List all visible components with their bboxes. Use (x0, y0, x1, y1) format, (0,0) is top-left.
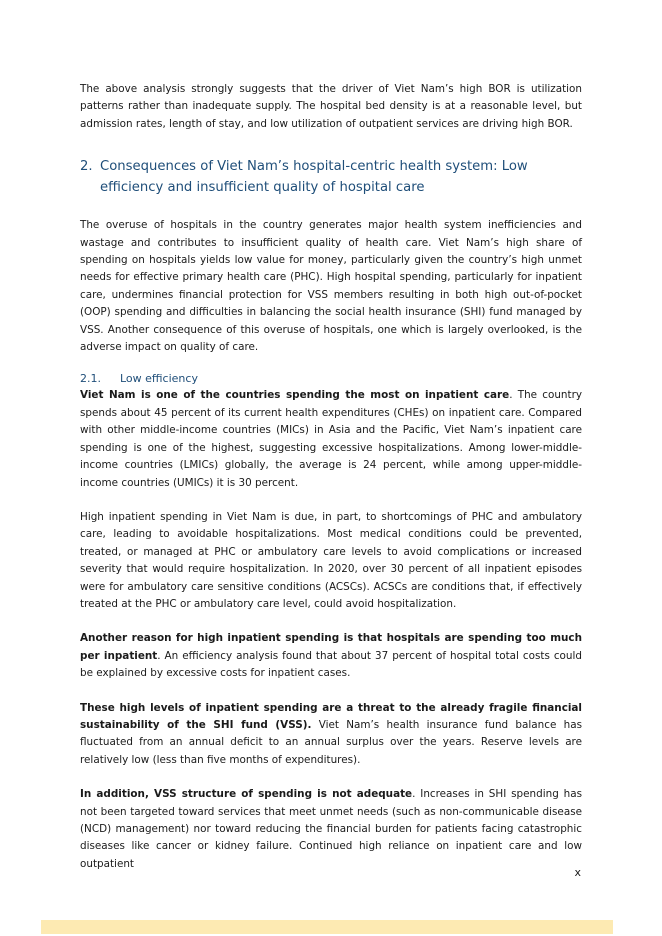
paragraph-body: High inpatient spending in Viet Nam is due, in part, to shortcomings of PHC and ambulatory care, leading to avoidable hospitalizations. Most medical conditions could be prevented, treated, or managed at PHC or ambulatory care levels to avoid complications or increased severity that would require hospitalization. In 2020, over 30 percent of all inpatient episodes were for ambulatory care sensitive conditions (ACSCs). ACSCs are conditions that, if effectively treated at the PHC or ambulatory care level, could avoid hospitalization. (80, 510, 582, 610)
paragraph-lead: In addition, VSS structure of spending is not adequate (80, 788, 413, 801)
section-title: Consequences of Viet Nam’s hospital-centric health system: Low efficiency and insufficient quality of hospital care (100, 159, 528, 196)
paragraph-lead: These high levels of inpatient spending are a threat to the already fragile financial sustainability of the SHI fund (VSS). (80, 701, 582, 731)
paragraph-body: . Increases in SHI spending has not been targeted toward services that meet unmet needs (such as non-communicable disease (NCD) management) nor toward reducing the financial burden for patients facing catastrophic diseases like cancer or kidney failure. Continued high reliance on inpatient care and low outpatient (80, 788, 582, 870)
page-number: x (574, 866, 581, 879)
footer-band (41, 920, 613, 934)
section-paragraph: The overuse of hospitals in the country generates major health system inefficiencies and wastage and contributes to insufficient quality of health care. Viet Nam’s high share of spending on hospitals yields low value for money, particularly given the country’s high unmet needs for effective primary health care (PHC). High hospital spending, particularly for inpatient care, undermines financial protection for VSS members resulting in both high out-of-pocket (OOP) spending and difficulties in balancing the social health insurance (SHI) fund managed by VSS. Another consequence of this overuse of hospitals, one which is largely overlooked, is the adverse impact on quality of care. (80, 219, 582, 354)
paragraph-body: . An efficiency analysis found that about 37 percent of hospital total costs could be explained by excessive costs for inpatient cases. (80, 649, 582, 680)
subsection-number: 2.1. (80, 372, 101, 386)
subsection-heading (80, 370, 582, 387)
paragraph-phc-shortcomings (80, 509, 582, 613)
paragraph-lead: Another reason for high inpatient spending is that hospitals are spending too much per inpatient (80, 632, 582, 662)
paragraph-vss-structure (80, 786, 582, 873)
paragraph-shi-sustainability (80, 700, 582, 770)
document-body (80, 81, 582, 873)
paragraph-lead: Viet Nam is one of the countries spending the most on inpatient care (80, 389, 510, 402)
paragraph-inpatient-spending (80, 387, 582, 491)
paragraph-cost-per-inpatient (80, 630, 582, 682)
section-number: 2. (80, 159, 93, 175)
paragraph-body: . The country spends about 45 percent of its current health expenditures (CHEs) on inpatient care. Compared with other middle-income countries (MICs) in Asia and the Pacific, Viet Nam’s inpatient care spending is one of the highest, suggesting excessive hospitalizations. Among lower-middle-income countries (LMICs) globally, the average is 24 percent, while among upper-middle-income countries (UMICs) it is 30 percent. (80, 389, 582, 489)
subsection-title: Low efficiency (120, 372, 198, 386)
section-heading (80, 156, 582, 198)
paragraph-body: Viet Nam’s health insurance fund balance has fluctuated from an annual deficit to an annual surplus over the years. Reserve levels are relatively low (less than five months of expenditures). (80, 718, 582, 766)
intro-paragraph: The above analysis strongly suggests that the driver of Viet Nam’s high BOR is utilization patterns rather than inadequate supply. The hospital bed density is at a reasonable level, but admission rates, length of stay, and low utilization of outpatient services are driving high BOR. (80, 83, 582, 130)
